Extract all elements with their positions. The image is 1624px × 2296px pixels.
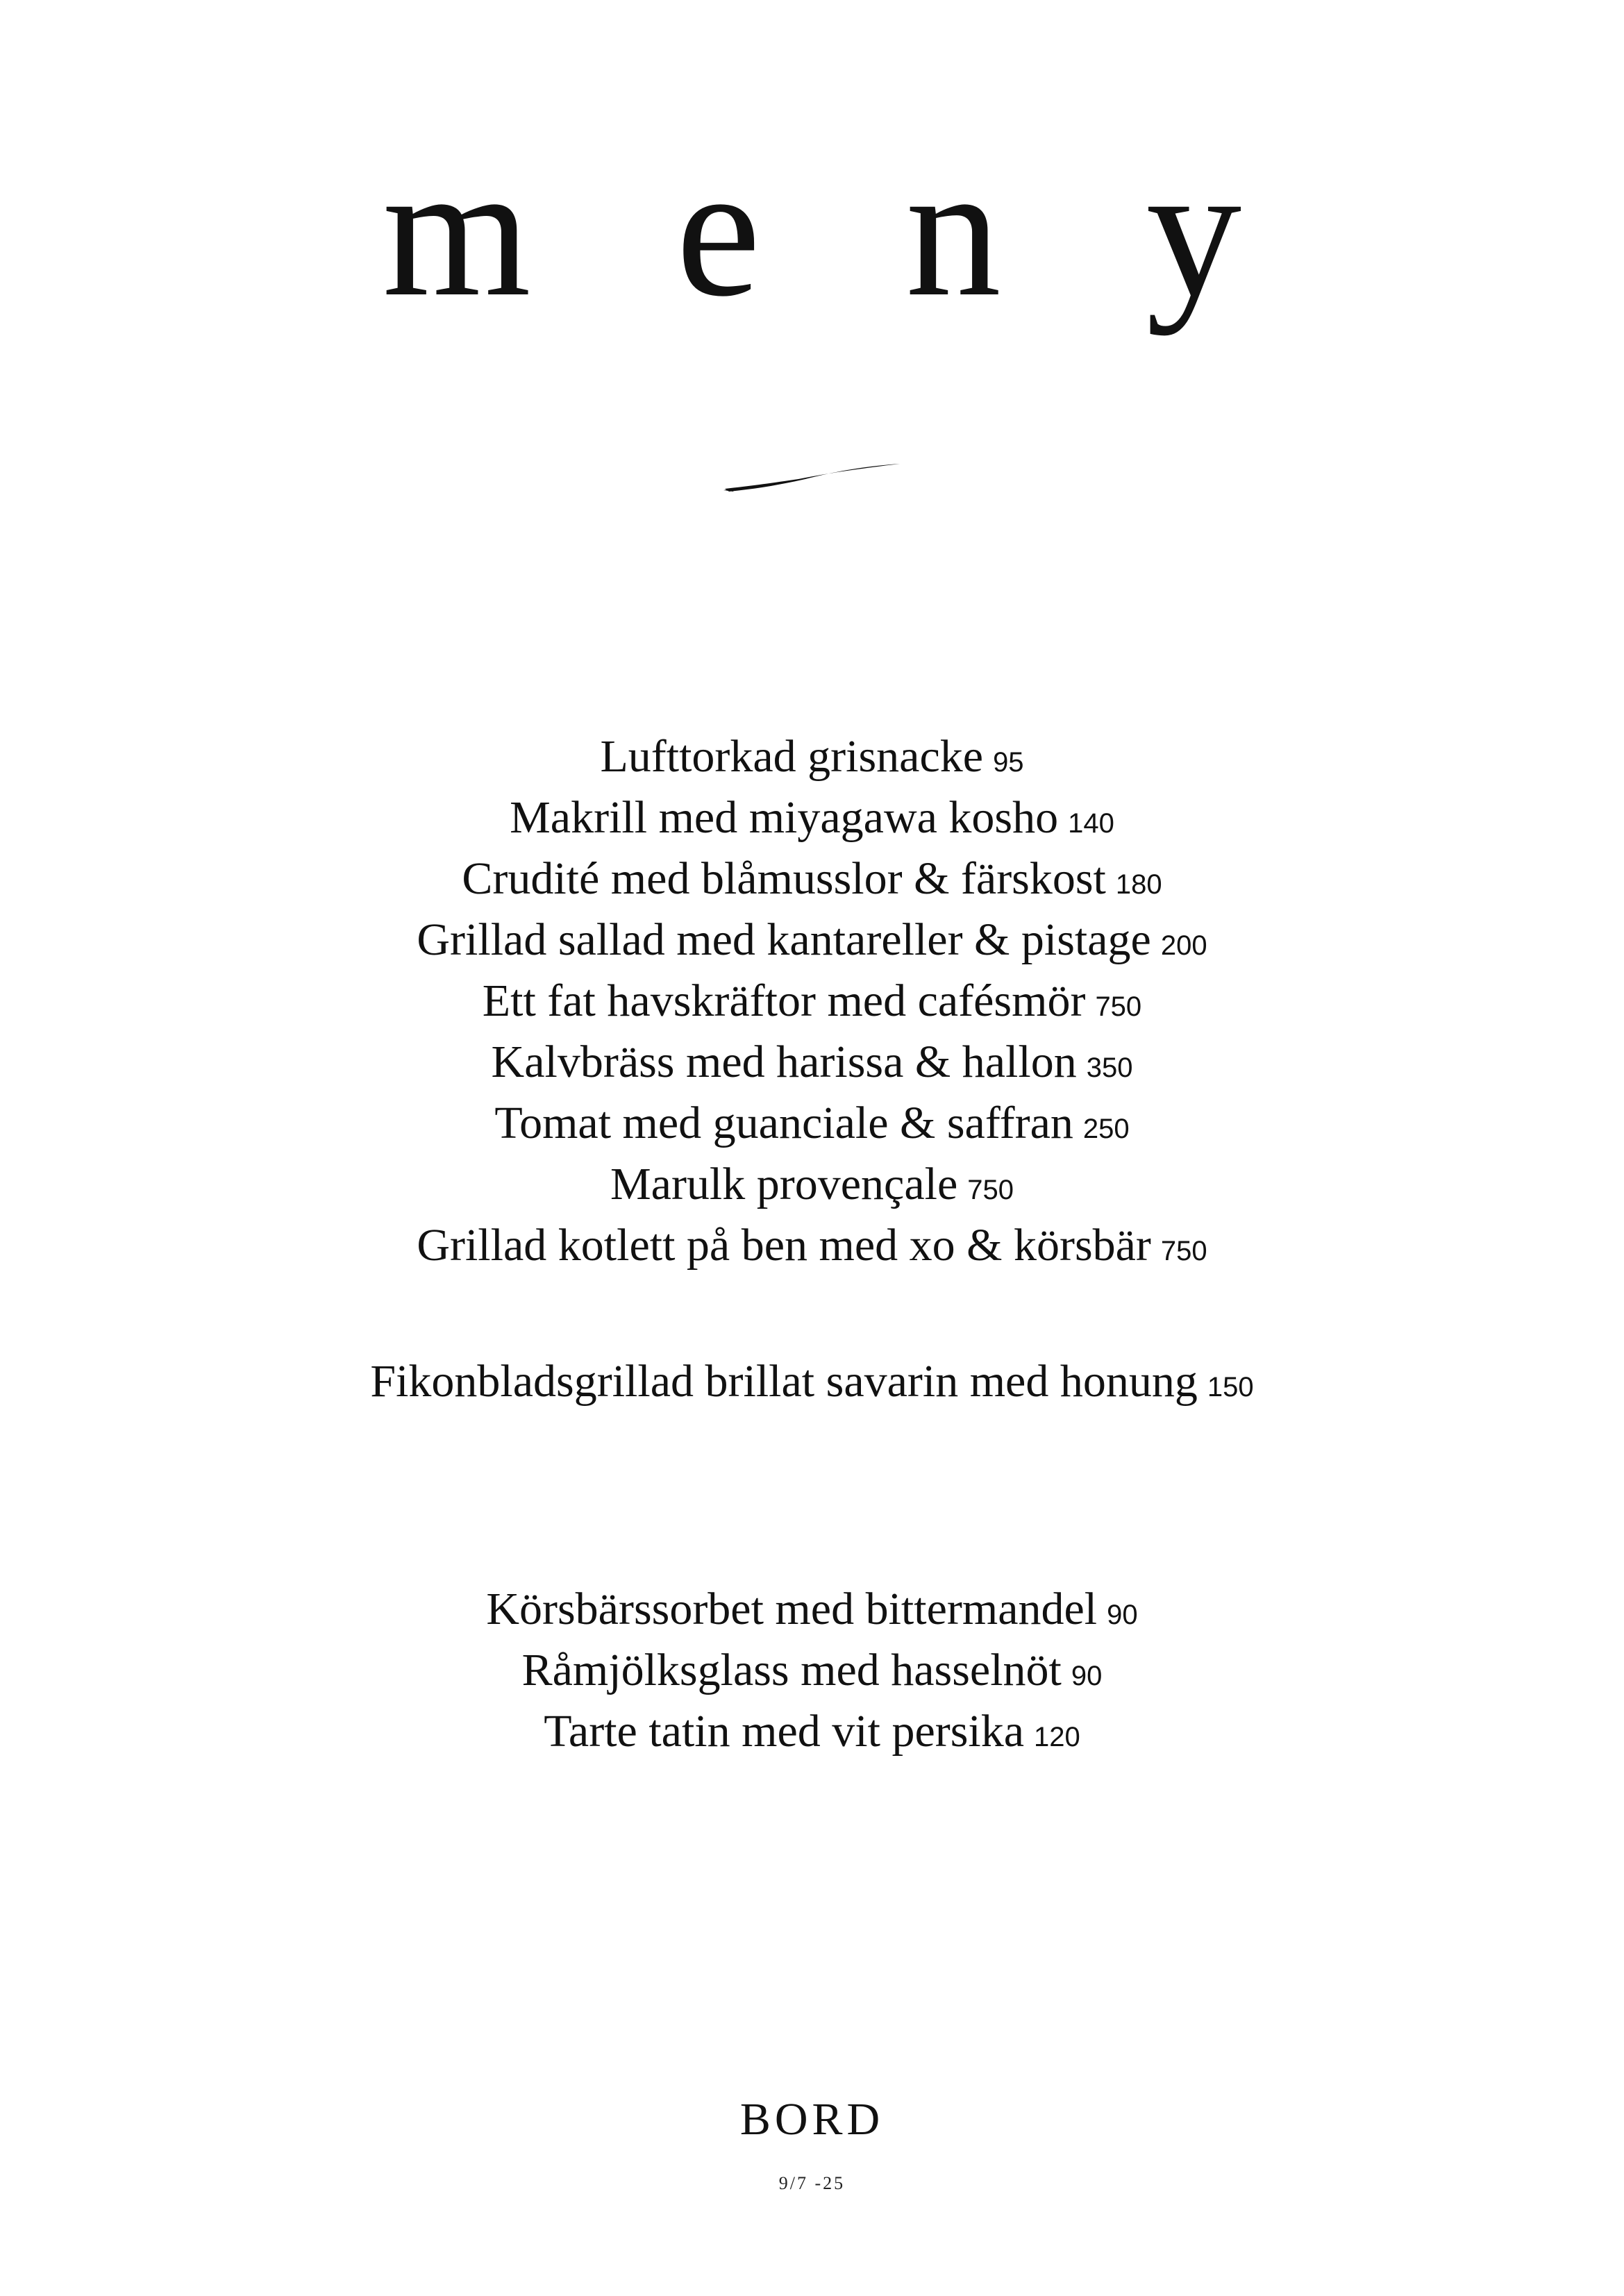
dish-name: Grillad kotlett på ben med xo & körsbär xyxy=(417,1220,1151,1271)
dish-name: Tomat med guanciale & saffran xyxy=(494,1098,1073,1148)
menu-item xyxy=(0,1643,1624,1704)
dish-price: 750 xyxy=(1095,991,1142,1022)
dish-name: Körsbärssorbet med bittermandel xyxy=(486,1584,1098,1634)
dish-price: 90 xyxy=(1071,1661,1103,1691)
dish-price: 95 xyxy=(993,747,1024,778)
menu-item xyxy=(0,1704,1624,1765)
dish-name: Marulk provençale xyxy=(610,1159,958,1209)
menu-item xyxy=(0,851,1624,912)
dish-price: 750 xyxy=(967,1175,1014,1205)
dish-price: 250 xyxy=(1082,1114,1130,1144)
menu-item xyxy=(0,1157,1624,1218)
menu-item xyxy=(0,912,1624,973)
menu-item xyxy=(0,1218,1624,1279)
dish-name: Fikonbladsgrillad brillat savarin med honung xyxy=(370,1356,1198,1407)
dish-price: 180 xyxy=(1115,869,1162,900)
restaurant-brand: BORD xyxy=(739,2094,885,2145)
dish-name: Tarte tatin med vit persika xyxy=(544,1706,1025,1757)
dish-name: Kalvbräss med harissa & hallon xyxy=(491,1037,1077,1087)
dish-price: 90 xyxy=(1107,1600,1138,1630)
dish-name: Råmjölksglass med hasselnöt xyxy=(521,1645,1062,1695)
dish-name: Ett fat havskräftor med cafésmör xyxy=(482,975,1086,1026)
dish-name: Crudité med blåmusslor & färskost xyxy=(462,853,1106,904)
cheese-section xyxy=(0,1354,1624,1415)
dish-price: 200 xyxy=(1160,930,1207,961)
menu-item xyxy=(0,1034,1624,1096)
menu-item xyxy=(0,1354,1624,1415)
menu-title: m e n y xyxy=(382,125,1291,336)
menu-item xyxy=(0,1096,1624,1157)
dish-price: 150 xyxy=(1207,1372,1254,1402)
dish-name: Lufttorkad grisnacke xyxy=(600,731,984,782)
dish-price: 140 xyxy=(1068,808,1114,839)
menu-date: 9/7 -25 xyxy=(778,2173,846,2193)
menu-item xyxy=(0,1582,1624,1643)
dish-name: Grillad sallad med kantareller & pistage xyxy=(417,914,1151,965)
dish-name: Makrill med miyagawa kosho xyxy=(510,792,1059,843)
main-courses-section xyxy=(0,729,1624,1279)
menu-item xyxy=(0,729,1624,790)
dessert-section xyxy=(0,1582,1624,1765)
menu-item xyxy=(0,973,1624,1034)
dish-price: 350 xyxy=(1086,1053,1133,1083)
brush-stroke-icon xyxy=(722,458,903,500)
menu-item xyxy=(0,790,1624,851)
dish-price: 750 xyxy=(1160,1236,1207,1266)
dish-price: 120 xyxy=(1034,1722,1080,1752)
